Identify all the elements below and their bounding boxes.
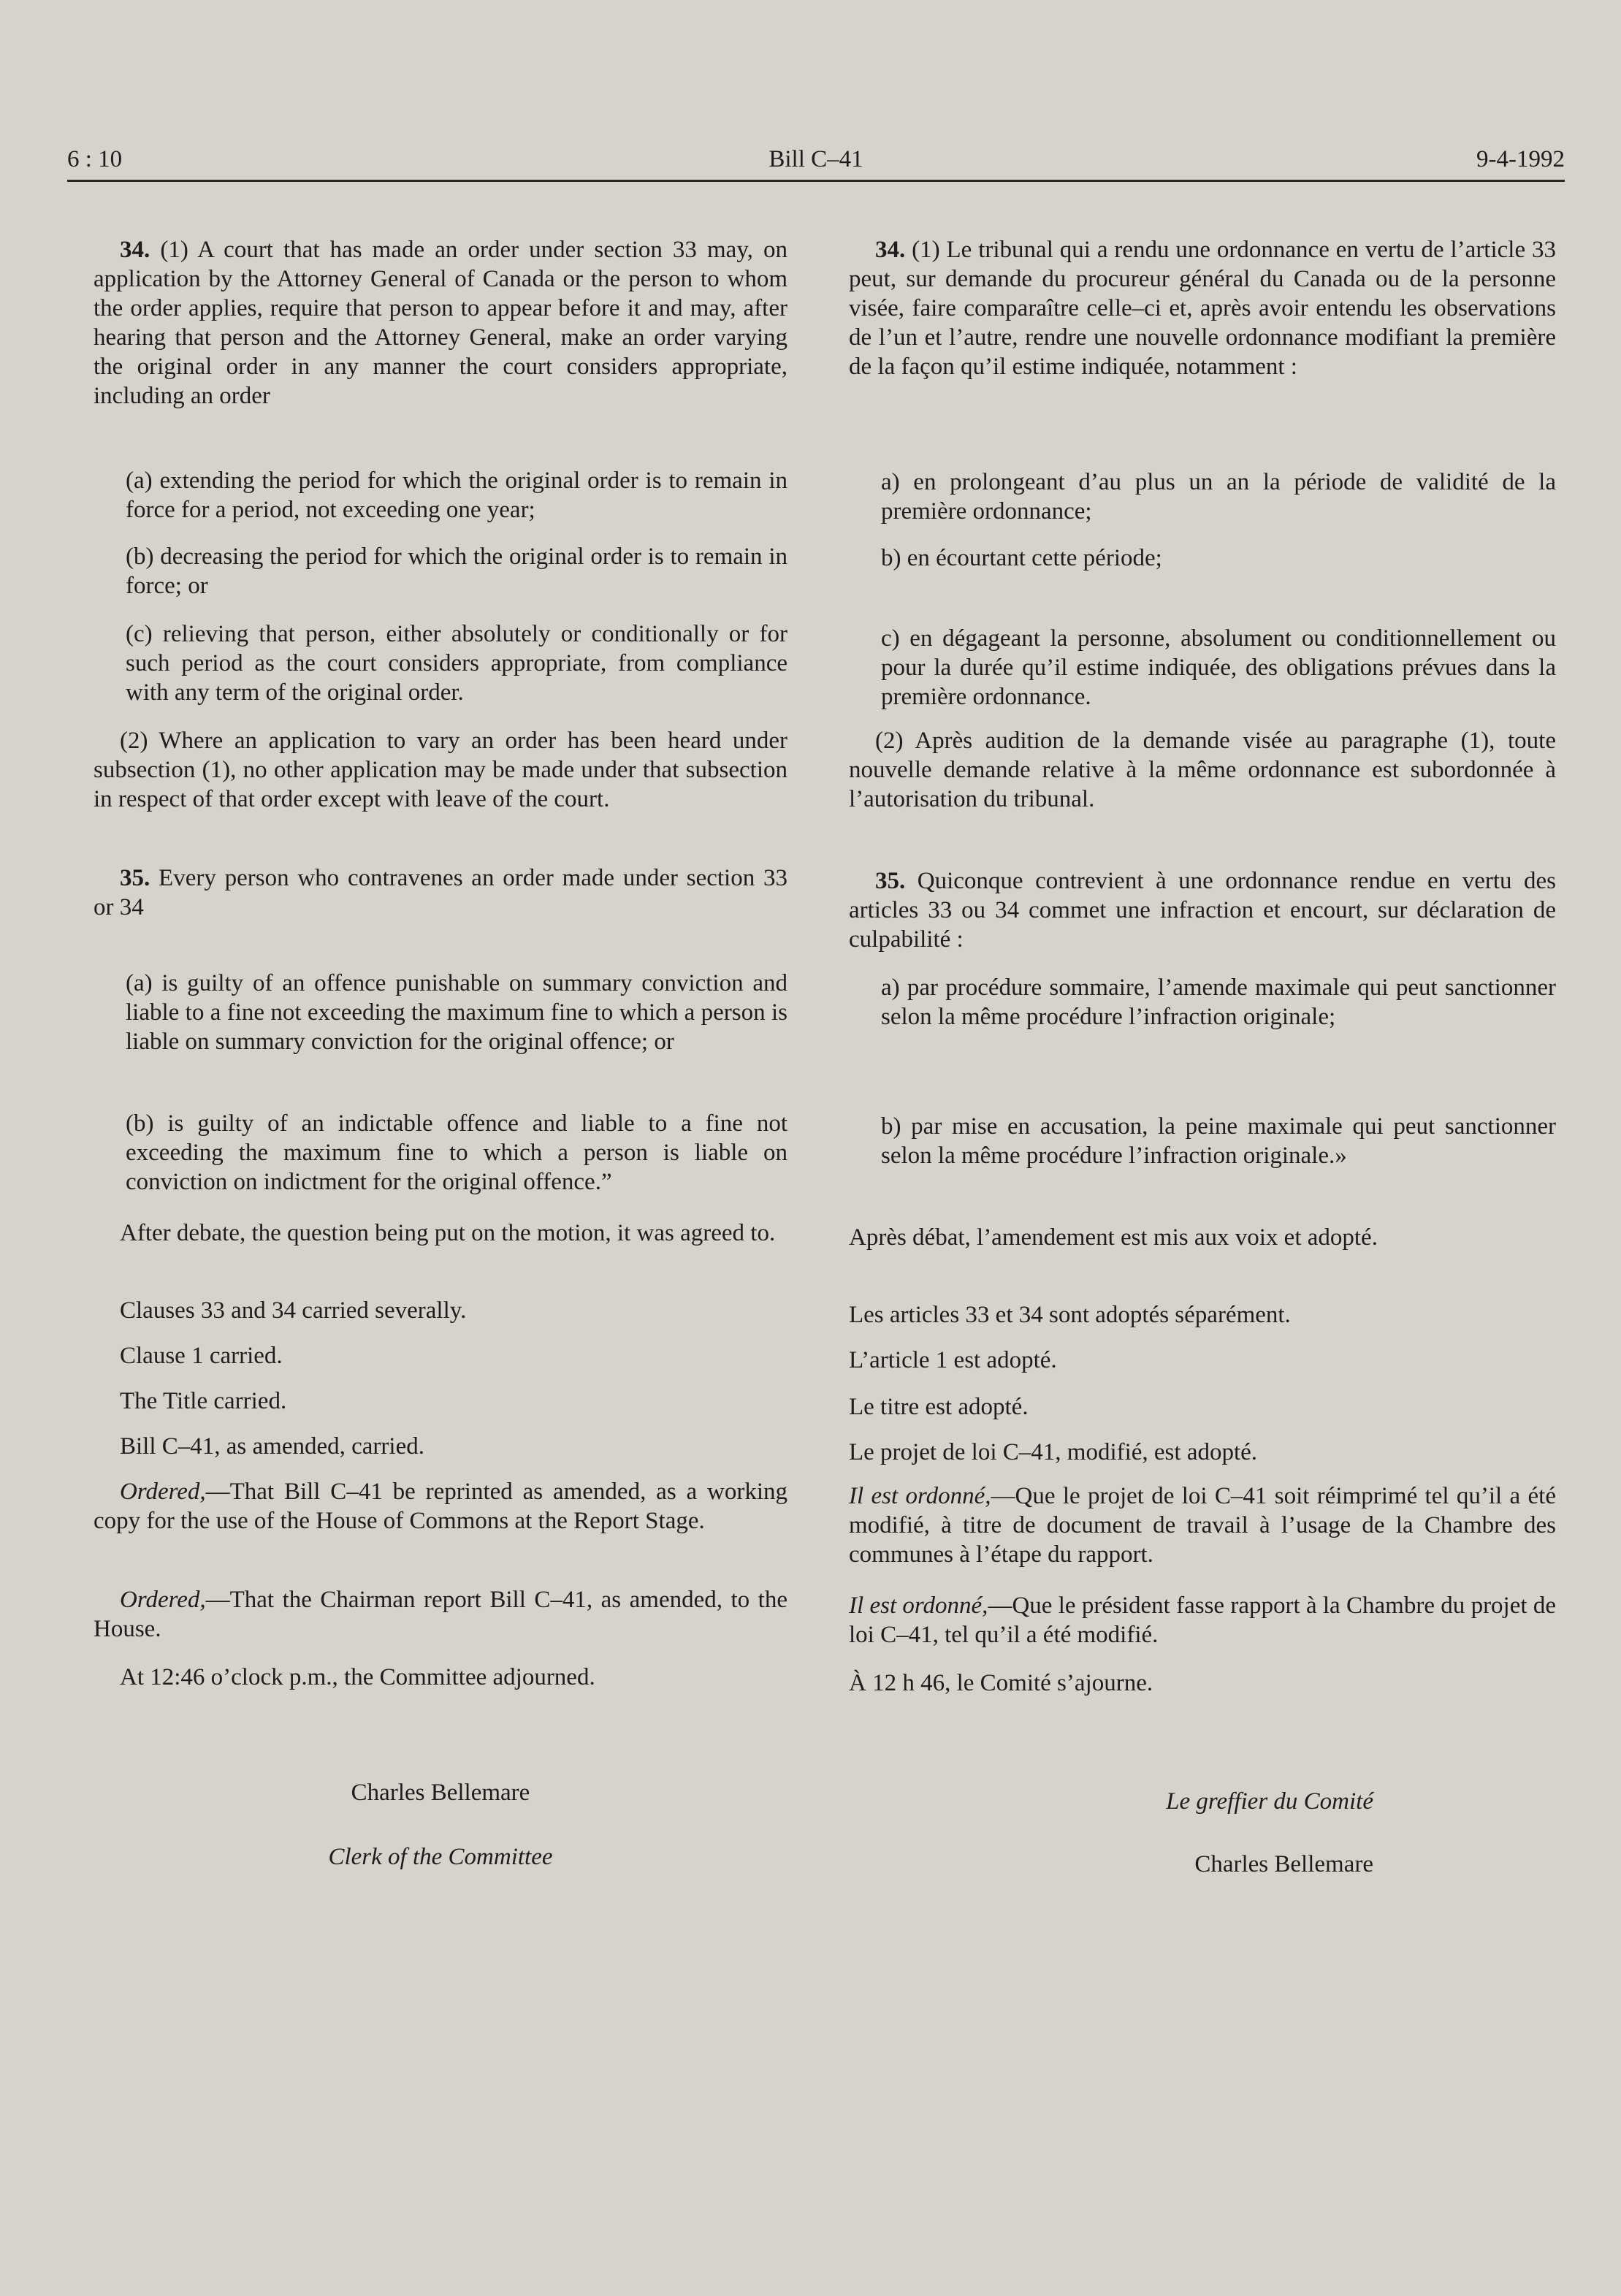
fr-section-35: 35. Quiconque contrevient à une ordonnance rendue en vertu des articles 33 ou 34 commet une infraction et encourt, sur déclaration de culpabilité : xyxy=(849,868,1556,953)
en-ordered-2: Ordered,—That the Chairman report Bill C–41, as amended, to the House. xyxy=(94,1587,787,1642)
en-section-34-c: (c) relieving that person, either absolutely or conditionally or for such period as the court considers appropriate, from compliance with any term of the original order. xyxy=(126,621,787,706)
page-number: 6 : 10 xyxy=(67,146,123,172)
header-rule xyxy=(67,180,1565,182)
fr-ordered-1: Il est ordonné,—Que le projet de loi C–41 soit réimprimé tel qu’il a été modifié, à titre de document de travail à l’usage de la Chambre des communes à l’étape du rapport. xyxy=(849,1483,1556,1568)
en-section-35-a: (a) is guilty of an offence punishable on summary conviction and liable to a fine not exceeding the maximum fine to which a person is liable on summary conviction for the original offence; or xyxy=(126,970,787,1055)
en-clause-1: Clause 1 carried. xyxy=(120,1343,283,1369)
fr-signature-name: Charles Bellemare xyxy=(1194,1851,1373,1877)
en-section-35: 35. Every person who contravenes an order made under section 33 or 34 xyxy=(94,865,788,920)
fr-section-35-a: a) par procédure sommaire, l’amende maximale qui peut sanctionner selon la même procédure l’infraction originale; xyxy=(881,975,1556,1030)
fr-title: Le titre est adopté. xyxy=(849,1394,1029,1420)
en-section-34-b: (b) decreasing the period for which the original order is to remain in force; or xyxy=(126,544,787,599)
fr-signature-title: Le greffier du Comité xyxy=(1166,1788,1373,1815)
en-ordered-1: Ordered,—That Bill C–41 be reprinted as amended, as a working copy for the use of the House of Commons at the Report Stage. xyxy=(94,1479,787,1534)
fr-section-34-1: 34. (1) Le tribunal qui a rendu une ordonnance en vertu de l’article 33 peut, sur demande du procureur général du Canada ou de la personne visée, faire comparaître celle–ci et, après avoir entendu les observations de l’un et l’autre, rendre une nouvelle ordonnance modifiant la première de la façon qu’il estime indiquée, notamment : xyxy=(849,237,1557,380)
fr-clauses: Les articles 33 et 34 sont adoptés séparément. xyxy=(849,1302,1291,1328)
en-signature-name: Charles Bellemare xyxy=(351,1780,530,1806)
fr-debate: Après débat, l’amendement est mis aux voix et adopté. xyxy=(849,1224,1378,1251)
en-signature-title: Clerk of the Committee xyxy=(328,1844,553,1870)
header-date: 9-4-1992 xyxy=(1476,146,1565,172)
fr-adjourn: À 12 h 46, le Comité s’ajourne. xyxy=(849,1670,1153,1696)
fr-section-34-2: (2) Après audition de la demande visée au paragraphe (1), toute nouvelle demande relative à la même ordonnance est subordonnée à l’autorisation du tribunal. xyxy=(849,728,1556,812)
en-section-35-b: (b) is guilty of an indictable offence and liable to a fine not exceeding the maximum fine to which a person is liable on conviction on indictment for the original offence.” xyxy=(126,1110,787,1195)
fr-section-34-a: a) en prolongeant d’au plus un an la période de validité de la première ordonnance; xyxy=(881,469,1556,525)
fr-bill: Le projet de loi C–41, modifié, est adopté. xyxy=(849,1439,1258,1465)
en-adjourn: At 12:46 o’clock p.m., the Committee adjourned. xyxy=(120,1664,595,1690)
fr-ordered-2: Il est ordonné,—Que le président fasse rapport à la Chambre du projet de loi C–41, tel qu’il a été modifié. xyxy=(849,1593,1556,1648)
en-debate: After debate, the question being put on the motion, it was agreed to. xyxy=(120,1220,776,1246)
en-title: The Title carried. xyxy=(120,1388,287,1414)
en-bill: Bill C–41, as amended, carried. xyxy=(120,1433,424,1460)
fr-section-34-b: b) en écourtant cette période; xyxy=(881,545,1162,571)
en-section-34-2: (2) Where an application to vary an order has been heard under subsection (1), no other application may be made under that subsection in respect of that order except with leave of the court. xyxy=(94,728,787,812)
en-section-34-1: 34. (1) A court that has made an order under section 33 may, on application by the Attorney General of Canada or the person to whom the order applies, require that person to appear before it and may, after hearing that person and the Attorney General, make an order varying the original order in any manner the court considers appropriate, including an order xyxy=(94,237,788,409)
page-header xyxy=(67,146,1565,178)
fr-section-34-c: c) en dégageant la personne, absolument ou conditionnellement ou pour la durée qu’il estime indiquée, des obligations prévues dans la première ordonnance. xyxy=(881,625,1556,710)
fr-section-35-b: b) par mise en accusation, la peine maximale qui peut sanctionner selon la même procédure l’infraction originale.» xyxy=(881,1113,1556,1169)
en-clauses: Clauses 33 and 34 carried severally. xyxy=(120,1297,467,1324)
bill-title: Bill C–41 xyxy=(768,146,863,172)
en-section-34-a: (a) extending the period for which the original order is to remain in force for a period, not exceeding one year; xyxy=(126,468,787,523)
fr-clause-1: L’article 1 est adopté. xyxy=(849,1347,1057,1373)
